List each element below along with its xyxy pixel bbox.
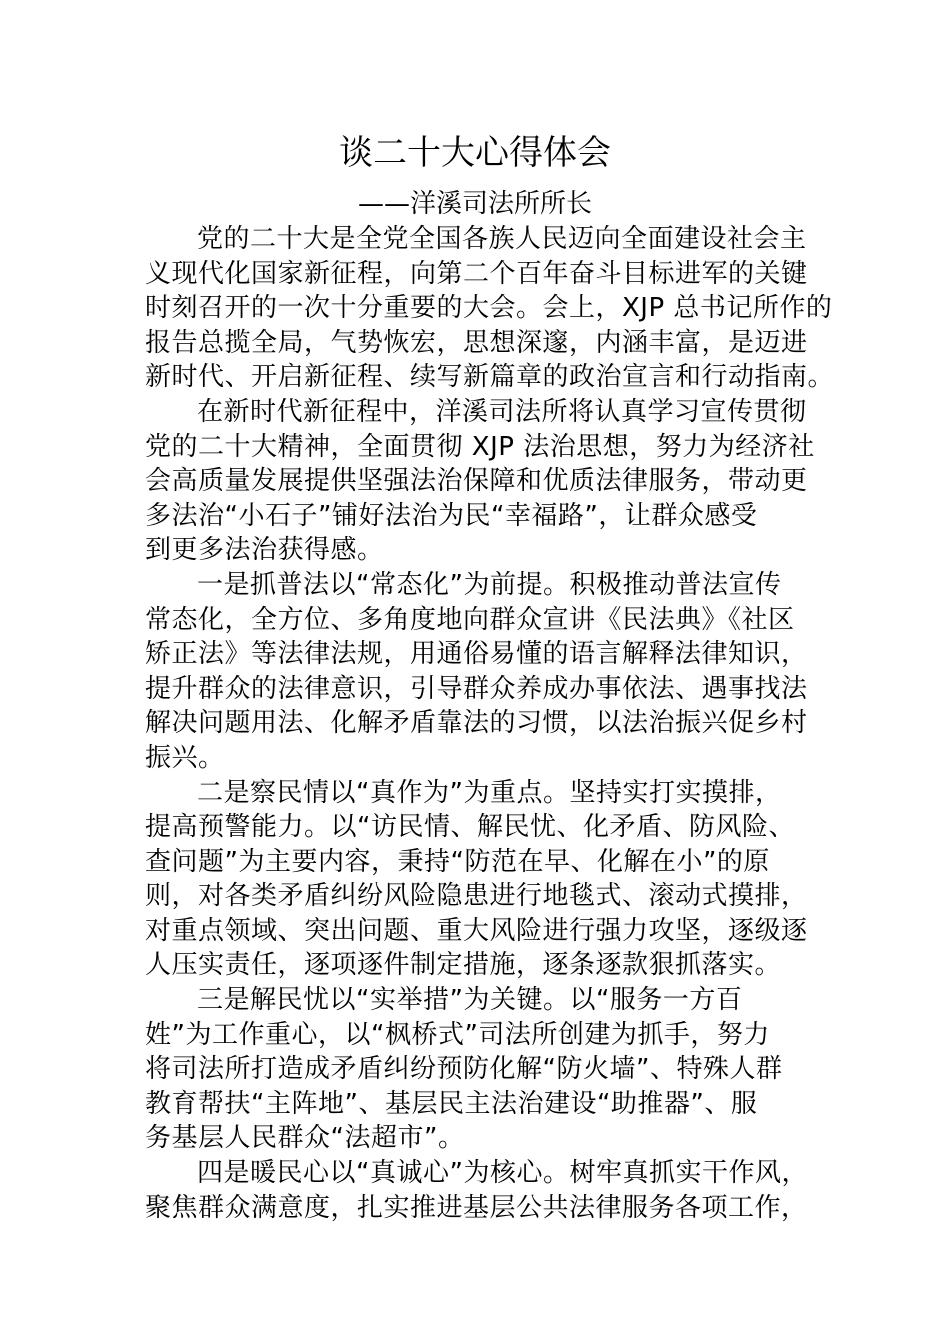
document-title: 谈二十大心得体会 <box>339 133 611 173</box>
text-line: 多法治“小石子”铺好法治为民“幸福路”，让群众感受 <box>145 500 758 531</box>
text-line: 人压实责任，逐项逐件制定措施，逐条逐款狠抓落实。 <box>145 950 782 981</box>
text-line: 常态化，全方位、多角度地向群众宣讲《民法典》《社区 <box>145 604 795 635</box>
text-line: 二是察民情以“真作为”为重点。坚持实打实摸排， <box>197 777 782 808</box>
text-line: 报告总揽全局，气势恢宏，思想深邃，内涵丰富，是迈进 <box>145 327 808 358</box>
text-line: 务基层人民群众“法超市”。 <box>145 1123 465 1154</box>
text-line: 教育帮扶“主阵地”、基层民主法治建设“助推器”、服 <box>145 1088 758 1119</box>
text-line: 矫正法》等法律法规，用通俗易懂的语言解释法律知识， <box>145 639 808 670</box>
text-line: 查问题”为主要内容，秉持“防范在早、化解在小”的原 <box>145 846 770 877</box>
text-line: 提升群众的法律意识，引导群众养成办事依法、遇事找法 <box>145 673 808 704</box>
text-line: 振兴。 <box>145 742 225 773</box>
text-line: 姓”为工作重心，以“枫桥式”司法所创建为抓手，努力 <box>145 1019 770 1050</box>
text-line: 新时代、开启新征程、续写新篇章的政治宣言和行动指南。 <box>145 362 835 393</box>
text-line: 则，对各类矛盾纠纷风险隐患进行地毯式、滚动式摸排， <box>145 881 808 912</box>
text-line: 党的二十大精神，全面贯彻 XJP 法治思想，努力为经济社 <box>145 431 815 462</box>
text-line: 四是暖民心以“真诚心”为核心。树牢真抓实干作风， <box>197 1158 808 1189</box>
text-line: 提高预警能力。以“访民情、解民忧、化矛盾、防风险、 <box>145 812 795 843</box>
text-line: 时刻召开的一次十分重要的大会。会上，XJP 总书记所作的 <box>145 293 833 324</box>
text-line: 到更多法治获得感。 <box>145 535 384 566</box>
text-line: 党的二十大是全党全国各族人民迈向全面建设社会主 <box>197 224 807 254</box>
text-line: 会高质量发展提供坚强法治保障和优质法律服务，带动更 <box>145 466 808 497</box>
text-line: 一是抓普法以“常态化”为前提。积极推动普法宣传 <box>197 569 782 600</box>
text-line: 将司法所打造成矛盾纠纷预防化解“防火墙”、特殊人群 <box>145 1054 783 1085</box>
text-line: 义现代化国家新征程，向第二个百年奋斗目标进军的关键 <box>145 258 808 289</box>
text-line: 在新时代新征程中，洋溪司法所将认真学习宣传贯彻 <box>197 396 807 427</box>
text-line: 解决问题用法、化解矛盾靠法的习惯，以法治振兴促乡村 <box>145 708 808 739</box>
text-line: 聚焦群众满意度，扎实推进基层公共法律服务各项工作， <box>145 1192 808 1223</box>
text-line: 三是解民忧以“实举措”为关键。以“服务一方百 <box>197 985 743 1016</box>
document-subtitle: ——洋溪司法所所长 <box>357 189 592 219</box>
document-body <box>145 222 835 1225</box>
text-line: 对重点领域、突出问题、重大风险进行强力攻坚，逐级逐 <box>145 915 808 946</box>
